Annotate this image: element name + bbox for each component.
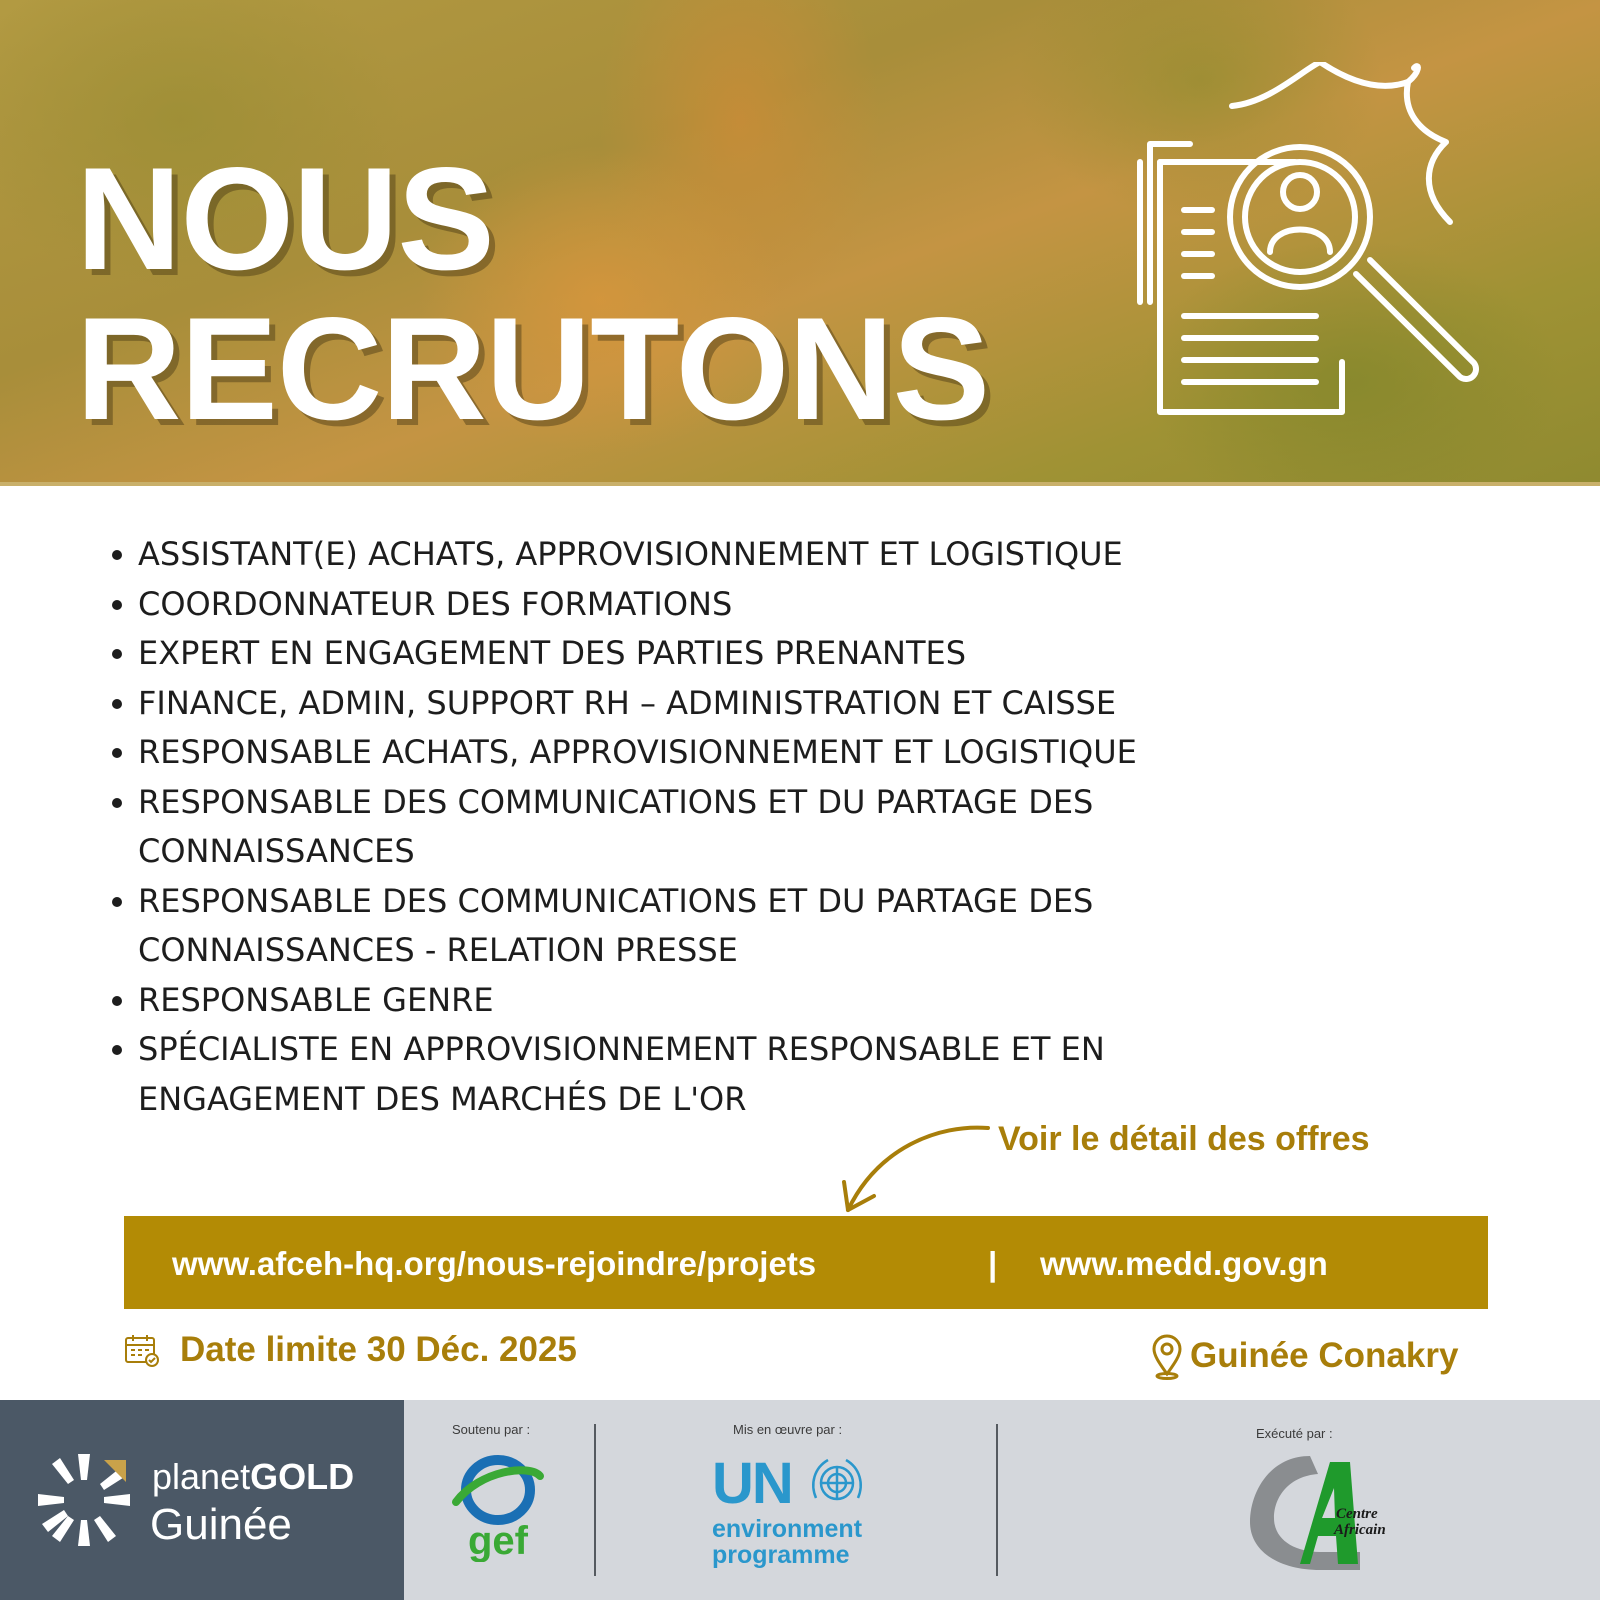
hero-title-line-2: RECRUTONS xyxy=(76,287,990,450)
job-list xyxy=(108,530,1428,1124)
footer-divider xyxy=(996,1424,998,1576)
gef-logo xyxy=(450,1450,546,1562)
job-title: COORDONNATEUR DES FORMATIONS xyxy=(138,584,733,623)
bullet-icon xyxy=(112,798,122,808)
job-item xyxy=(108,778,1288,877)
hero-title xyxy=(76,137,990,450)
deadline-text: Date limite 30 Déc. 2025 xyxy=(180,1330,577,1369)
job-item xyxy=(108,530,1428,580)
un-environment-text: environment programme xyxy=(712,1515,863,1569)
bullet-icon xyxy=(112,649,122,659)
bullet-icon xyxy=(112,897,122,907)
job-item xyxy=(108,1025,1288,1124)
un-letters: UN xyxy=(712,1451,792,1516)
un-environment-logo xyxy=(712,1450,882,1570)
un-emblem-icon xyxy=(808,1454,866,1512)
job-title: RESPONSABLE DES COMMUNICATIONS ET DU PARTAGE DES CONNAISSANCES xyxy=(138,782,1094,870)
footer-divider xyxy=(594,1424,596,1576)
calendar-icon xyxy=(124,1334,160,1368)
job-title: RESPONSABLE GENRE xyxy=(138,980,494,1019)
location-pin-icon xyxy=(1150,1334,1184,1380)
offers-detail-link[interactable]: Voir le détail des offres xyxy=(998,1120,1370,1158)
afceh-link[interactable]: www.afceh-hq.org/nous-rejoindre/projets xyxy=(172,1245,817,1282)
bullet-icon xyxy=(112,600,122,610)
brand-name: planetGOLD xyxy=(152,1456,355,1497)
partners-footer xyxy=(0,1400,1600,1600)
job-item xyxy=(108,976,1428,1026)
job-title: RESPONSABLE ACHATS, APPROVISIONNEMENT ET LOGISTIQUE xyxy=(138,733,1137,771)
implemented-by-label: Mis en œuvre par : xyxy=(733,1422,843,1437)
centre-africain-logo xyxy=(1240,1452,1400,1572)
job-title: EXPERT EN ENGAGEMENT DES PARTIES PRENANTES xyxy=(138,634,967,672)
links-banner xyxy=(124,1216,1488,1309)
job-item xyxy=(108,877,1288,976)
bullet-icon xyxy=(112,748,122,758)
gef-wordmark: gef xyxy=(468,1519,528,1562)
candidate-search-icon xyxy=(1120,62,1520,432)
job-title: ASSISTANT(E) ACHATS, APPROVISIONNEMENT ET LOGISTIQUE xyxy=(138,535,1123,573)
location-text: Guinée Conakry xyxy=(1190,1336,1459,1375)
supported-by-label: Soutenu par : xyxy=(452,1422,531,1437)
job-title: FINANCE, ADMIN, SUPPORT RH – ADMINISTRATION ET CAISSE xyxy=(138,683,1117,722)
planetgold-logo-icon xyxy=(34,1450,134,1550)
job-title: SPÉCIALISTE EN APPROVISIONNEMENT RESPONSABLE ET EN ENGAGEMENT DES MARCHÉS DE L'OR xyxy=(138,1030,1105,1118)
job-item xyxy=(108,580,1428,630)
medd-link[interactable]: www.medd.gov.gn xyxy=(1040,1245,1328,1282)
curved-arrow-icon xyxy=(838,1118,998,1218)
executed-by-label: Exécuté par : xyxy=(1256,1426,1333,1441)
brand-country: Guinée xyxy=(150,1500,292,1549)
links-separator: | xyxy=(988,1245,998,1282)
job-item xyxy=(108,728,1428,778)
ca-line-2: Africain xyxy=(1334,1522,1386,1538)
hero-banner xyxy=(0,0,1600,486)
bullet-icon xyxy=(112,699,122,709)
planetgold-brand xyxy=(0,1400,404,1600)
ca-line-1: Centre xyxy=(1336,1506,1378,1522)
bullet-icon xyxy=(112,1045,122,1055)
job-item xyxy=(108,679,1428,729)
job-title: RESPONSABLE DES COMMUNICATIONS ET DU PARTAGE DES CONNAISSANCES - RELATION PRESSE xyxy=(138,881,1094,969)
bullet-icon xyxy=(112,550,122,560)
bullet-icon xyxy=(112,996,122,1006)
hero-title-line-1: NOUS xyxy=(76,137,494,300)
job-item xyxy=(108,629,1428,679)
